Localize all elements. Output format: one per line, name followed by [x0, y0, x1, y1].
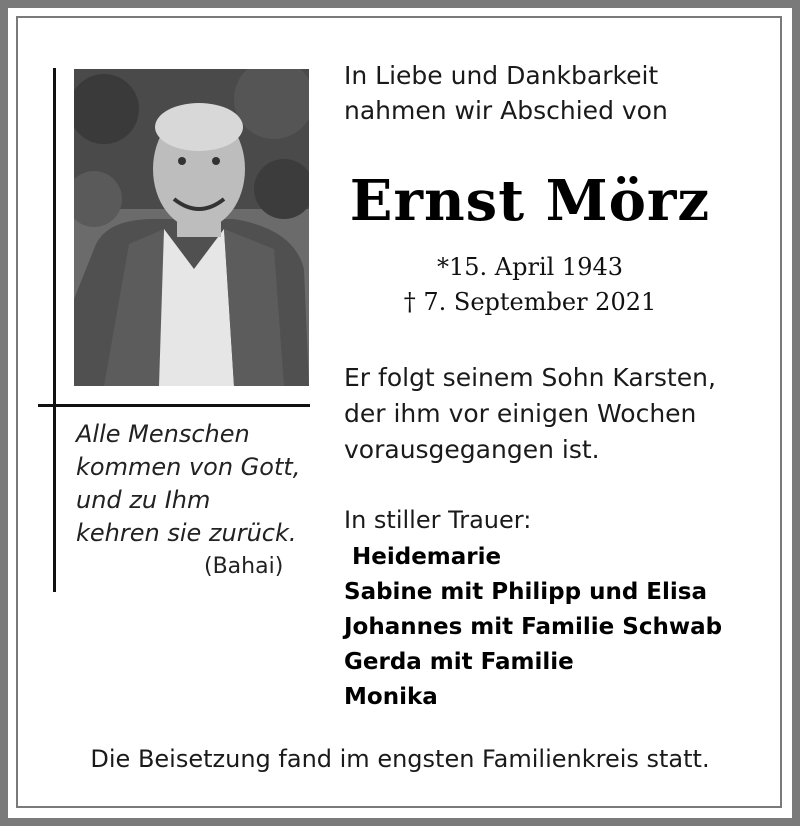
- note-text: [344, 360, 716, 468]
- quote-line: kehren sie zurück.: [76, 519, 297, 547]
- mourner-name: Sabine mit Philipp und Elisa: [344, 579, 707, 605]
- birth-date: *15. April 1943: [436, 253, 624, 281]
- quote-line: kommen von Gott,: [76, 453, 301, 481]
- quote-block: [76, 418, 316, 583]
- mourner-name: Johannes mit Familie Schwab: [344, 614, 723, 640]
- cross-vertical-bar: [53, 68, 56, 592]
- portrait-photo: [74, 69, 309, 386]
- mourner-name: Gerda mit Familie: [344, 649, 574, 675]
- mourners-list: [344, 540, 722, 715]
- cross-horizontal-bar: [38, 404, 310, 407]
- intro-line-1: In Liebe und Dankbarkeit: [344, 61, 659, 90]
- note-line-1: Er folgt seinem Sohn Karsten,: [344, 363, 716, 392]
- mourning-heading-text: In stiller Trauer:: [344, 506, 532, 534]
- deceased-name: Ernst Mörz: [349, 168, 711, 234]
- quote-source: (Bahai): [204, 554, 284, 579]
- death-date: † 7. September 2021: [403, 288, 657, 316]
- footer-note: Die Beisetzung fand im engsten Familienkreis statt.: [90, 745, 710, 773]
- quote-line: Alle Menschen: [76, 420, 250, 448]
- note-line-2: der ihm vor einigen Wochen: [344, 399, 697, 428]
- mourner-name: Monika: [344, 684, 438, 710]
- quote-line: und zu Ihm: [76, 486, 211, 514]
- note-line-3: vorausgegangen ist.: [344, 435, 600, 464]
- intro-text: [344, 58, 764, 128]
- intro-line-2: nahmen wir Abschied von: [344, 96, 668, 125]
- mourner-name: Heidemarie: [352, 544, 502, 570]
- life-dates: [344, 250, 716, 320]
- mourning-heading: [344, 503, 531, 538]
